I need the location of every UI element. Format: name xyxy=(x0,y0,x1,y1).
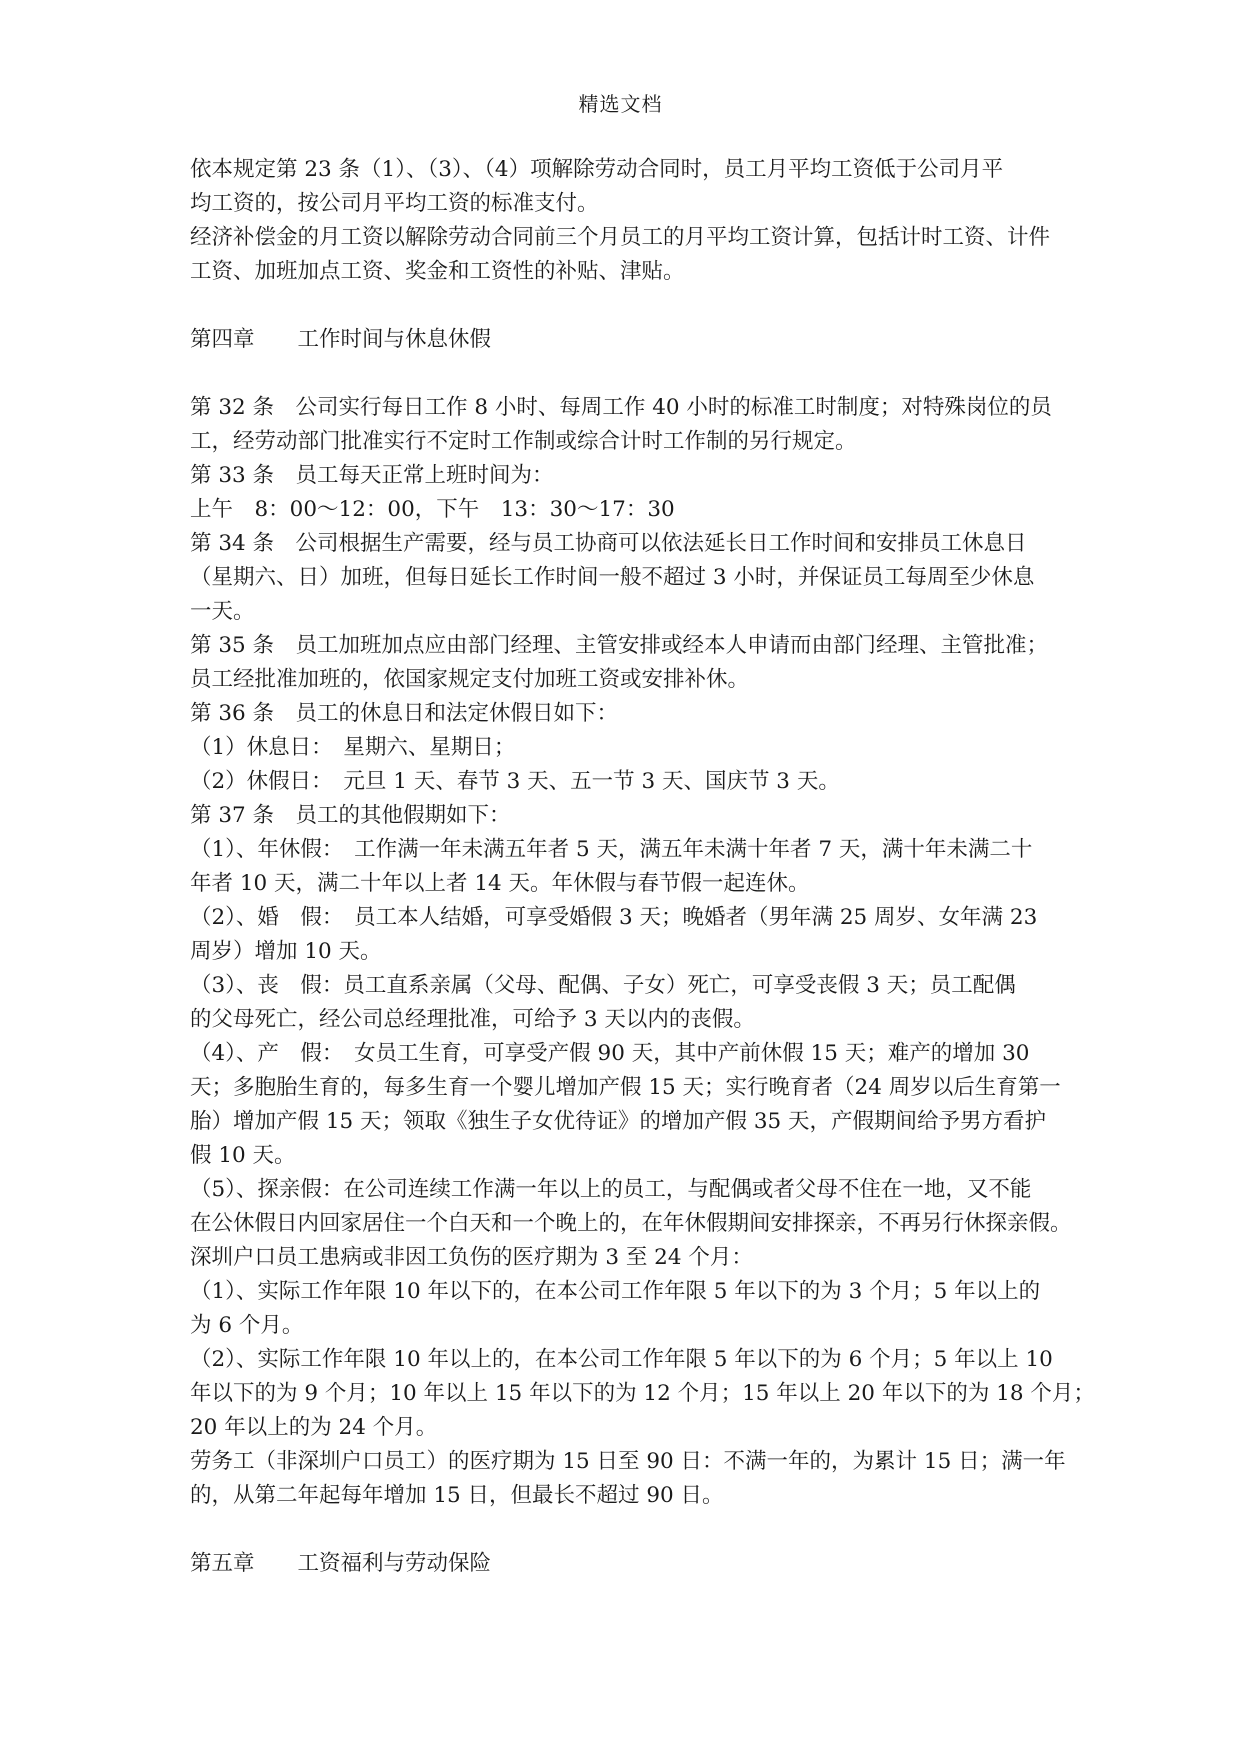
chapter-heading: 第四章 工作时间与休息休假 xyxy=(190,327,492,352)
text-line: 工，经劳动部门批准实行不定时工作制或综合计时工作制的另行规定。 xyxy=(190,429,857,454)
text-line: 年以下的为 9 个月；10 年以上 15 年以下的为 12 个月；15 年以上 20 年以下的为 18 个月； xyxy=(190,1381,1095,1406)
text-line: 第 36 条 员工的休息日和法定休假日如下： xyxy=(190,701,619,726)
text-line: 周岁）增加 10 天。 xyxy=(190,939,382,964)
text-line: （1）、实际工作年限 10 年以下的，在本公司工作年限 5 年以下的为 3 个月；5 年以上的 xyxy=(190,1279,1041,1304)
chapter-heading: 第五章 工资福利与劳动保险 xyxy=(190,1551,492,1576)
text-line: 第 35 条 员工加班加点应由部门经理、主管安排或经本人申请而由部门经理、主管批准； xyxy=(190,633,1049,658)
text-line: 员工经批准加班的，依国家规定支付加班工资或安排补休。 xyxy=(190,667,750,692)
text-line: 为 6 个月。 xyxy=(190,1313,304,1338)
page-header-title: 精选文档 xyxy=(578,92,663,116)
text-line: 依本规定第 23 条（1）、（3）、（4）项解除劳动合同时，员工月平均工资低于公司月平 xyxy=(190,157,1004,182)
text-line: 均工资的，按公司月平均工资的标准支付。 xyxy=(190,191,599,216)
blank-line xyxy=(190,289,1070,323)
text-line: 年者 10 天，满二十年以上者 14 天。年休假与春节假一起连休。 xyxy=(190,871,810,896)
text-line: 天；多胞胎生育的，每多生育一个婴儿增加产假 15 天；实行晚育者（24 周岁以后生育第一 xyxy=(190,1075,1061,1100)
text-line: 胎）增加产假 15 天；领取《独生子女优待证》的增加产假 35 天，产假期间给予男方看护 xyxy=(190,1109,1047,1134)
text-line: 工资、加班加点工资、奖金和工资性的补贴、津贴。 xyxy=(190,259,685,284)
text-line: 的父母死亡，经公司总经理批准，可给予 3 天以内的丧假。 xyxy=(190,1007,755,1032)
text-line: 第 37 条 员工的其他假期如下： xyxy=(190,803,511,828)
text-line: 假 10 天。 xyxy=(190,1143,296,1168)
text-line: 第 32 条 公司实行每日工作 8 小时、每周工作 40 小时的标准工时制度；对特殊岗位的员 xyxy=(190,395,1052,420)
text-line: （2）休假日： 元旦 1 天、春节 3 天、五一节 3 天、国庆节 3 天。 xyxy=(190,769,840,794)
text-line: （2）、实际工作年限 10 年以上的，在本公司工作年限 5 年以下的为 6 个月；5 年以上 10 xyxy=(190,1347,1053,1372)
text-line: （5）、探亲假：在公司连续工作满一年以上的员工，与配偶或者父母不住在一地，又不能 xyxy=(190,1177,1032,1202)
text-line: 经济补偿金的月工资以解除劳动合同前三个月员工的月平均工资计算，包括计时工资、计件 xyxy=(190,225,1051,250)
text-line: 的，从第二年起每年增加 15 日，但最长不超过 90 日。 xyxy=(190,1483,724,1508)
text-line: （1）、年休假： 工作满一年未满五年者 5 天，满五年未满十年者 7 天，满十年未满二十 xyxy=(190,837,1033,862)
text-line: （4）、产 假： 女员工生育，可享受产假 90 天，其中产前休假 15 天；难产的增加 30 xyxy=(190,1041,1030,1066)
text-line: 一天。 xyxy=(190,599,255,624)
text-line: （2）、婚 假： 员工本人结婚，可享受婚假 3 天；晚婚者（男年满 25 周岁、女年满 23 xyxy=(190,905,1038,930)
text-line: （3）、丧 假：员工直系亲属（父母、配偶、子女）死亡，可享受丧假 3 天；员工配偶 xyxy=(190,973,1016,998)
text-line: 劳务工（非深圳户口员工）的医疗期为 15 日至 90 日：不满一年的，为累计 15 日；满一年 xyxy=(190,1449,1066,1474)
text-line: 上午 8：00～12：00，下午 13：30～17：30 xyxy=(190,497,675,522)
text-line: 第 33 条 员工每天正常上班时间为： xyxy=(190,463,554,488)
text-line: 第 34 条 公司根据生产需要，经与员工协商可以依法延长日工作时间和安排员工休息日 xyxy=(190,531,1027,556)
blank-line xyxy=(190,1513,1070,1547)
text-line: 在公休假日内回家居住一个白天和一个晚上的，在年休假期间安排探亲，不再另行休探亲假。 xyxy=(190,1211,1072,1236)
text-line: （星期六、日）加班，但每日延长工作时间一般不超过 3 小时，并保证员工每周至少休息 xyxy=(190,565,1035,590)
text-line: 深圳户口员工患病或非因工负伤的医疗期为 3 至 24 个月： xyxy=(190,1245,753,1270)
document-body xyxy=(190,153,1095,1581)
text-line: 20 年以上的为 24 个月。 xyxy=(190,1415,438,1440)
text-line: （1）休息日： 星期六、星期日； xyxy=(190,735,516,760)
blank-line xyxy=(190,357,1070,391)
